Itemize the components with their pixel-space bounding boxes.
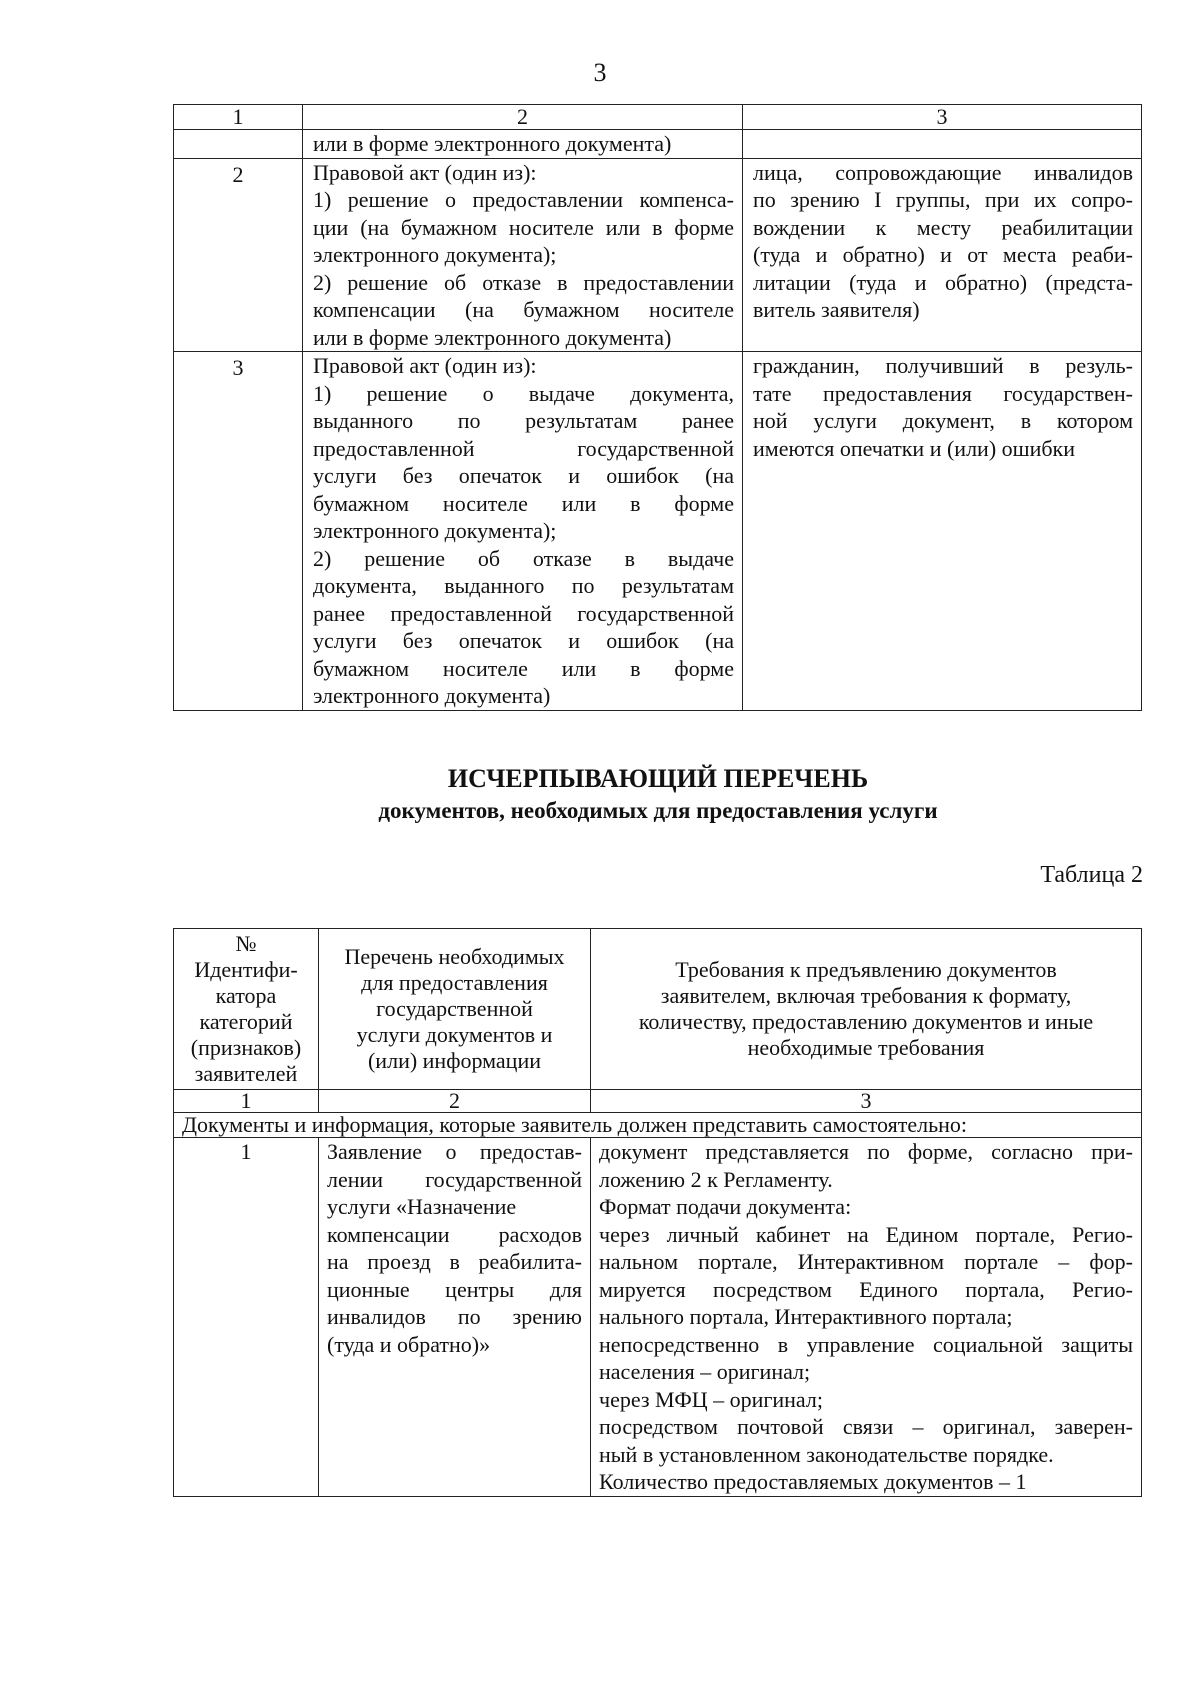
text-line: вождении к месту реабилитации [753, 214, 1133, 240]
text-line: имеются опечатки и (или) ошибки [753, 435, 1076, 461]
table2-header-col2 [319, 929, 591, 1090]
text-line: компенсации (на бумажном носителе [313, 297, 734, 322]
table2-numbering-row [174, 1090, 1142, 1113]
header-line: (признаков) [190, 1035, 302, 1060]
row-number: 2 [174, 158, 303, 352]
table1-continuation-row [174, 130, 1142, 159]
text-line: через МФЦ – оригинал; [599, 1386, 823, 1412]
table1-continuation-col1 [174, 130, 303, 159]
text-line: посредством почтовой связи – оригинал, заверен- [599, 1414, 1133, 1439]
text-line: Заявление о предостав- [327, 1139, 582, 1164]
header-line: количеству, предоставлению документов и иные [638, 1009, 1094, 1034]
text-line: через личный кабинет на Едином портале, Регио- [599, 1221, 1133, 1247]
table2-header-row [174, 929, 1142, 1090]
text-line: тате предоставления государствен- [753, 380, 1133, 406]
table1-continuation-text: или в форме электронного документа) [303, 130, 743, 159]
text-line: населения – оригинал; [599, 1359, 811, 1384]
section-title: ИСЧЕРПЫВАЮЩИЙ ПЕРЕЧЕНЬ [447, 764, 869, 793]
text-line: на проезд в реабилита- [327, 1249, 582, 1274]
text-line: (туда и обратно) и от места реаби- [753, 242, 1133, 267]
applicant-category-cell [743, 352, 1142, 711]
section-row-text: Документы и информация, которые заявитель должен представить самостоятельно: [174, 1113, 1142, 1138]
text-line: услуги без опечаток и ошибок (на [313, 628, 734, 653]
result-document-cell [303, 158, 743, 352]
header-line: (или) информации [367, 1048, 541, 1073]
text-line: выданного по результатам ранее [313, 408, 734, 433]
text-line: 2) решение об отказе в предоставлении [313, 269, 734, 295]
header-line: № [235, 931, 257, 956]
table1-continuation-col3 [743, 130, 1142, 159]
text-line: витель заявителя) [753, 297, 920, 322]
table1-header-col1: 1 [174, 105, 303, 130]
text-line: лица, сопровождающие инвалидов [753, 159, 1133, 185]
text-line: ной услуги документ, в котором [753, 408, 1133, 433]
text-line: 2) решение об отказе в выдаче [313, 545, 734, 571]
text-line: Количество предоставляемых документов – 1 [599, 1469, 1027, 1494]
text-line: Формат подачи документа: [599, 1194, 852, 1219]
header-line: заявителей [194, 1061, 298, 1086]
text-line: (туда и обратно)» [327, 1331, 491, 1357]
header-line: заявителем, включая требования к формату, [660, 983, 1072, 1008]
text-line: Правовой акт (один из): [313, 159, 537, 185]
text-line: бумажном носителе или в форме [313, 655, 734, 681]
text-line: инвалидов по зрению [327, 1304, 582, 1329]
table2-number-col2: 2 [319, 1090, 591, 1113]
text-line: компенсации расходов [327, 1221, 582, 1247]
text-line: услуги без опечаток и ошибок (на [313, 463, 734, 488]
text-line: по зрению I группы, при их сопро- [753, 187, 1133, 212]
header-line: государственной [376, 996, 533, 1021]
text-line: литации (туда и обратно) (предста- [753, 269, 1133, 295]
text-line: ции (на бумажном носителе или в форме [313, 214, 734, 240]
section-subtitle: документов, необходимых для предоставления услуги [378, 798, 938, 823]
text-line: или в форме электронного документа) [313, 324, 672, 350]
applicant-category-cell [743, 158, 1142, 352]
text-line: ложению 2 к Регламенту. [599, 1166, 833, 1192]
text-line: ранее предоставленной государственной [313, 600, 734, 626]
header-line: категорий [199, 1009, 293, 1034]
text-line: нального портала, Интерактивного портала; [599, 1304, 1013, 1329]
text-line: ный в установленном законодательстве порядке. [599, 1441, 1054, 1467]
header-line: катора [215, 983, 277, 1008]
header-line: для предоставления [361, 970, 548, 995]
text-line: нальном портале, Интерактивном портале – фор- [599, 1249, 1133, 1274]
header-line: услуги документов и [356, 1022, 553, 1047]
text-line: бумажном носителе или в форме [313, 490, 734, 516]
document-name-cell [319, 1138, 591, 1497]
text-line: электронного документа) [313, 683, 551, 708]
table1-row-3 [174, 352, 1142, 711]
header-line: Идентифи- [194, 957, 298, 982]
text-line: мируется посредством Единого портала, Регио- [599, 1276, 1133, 1302]
row-number: 3 [174, 352, 303, 711]
header-line: необходимые требования [747, 1035, 985, 1060]
required-documents-table [173, 928, 1142, 1497]
text-line: 1) решение о предоставлении компенса- [313, 187, 734, 212]
table2-header-col3 [591, 929, 1142, 1090]
table2-header-col1 [174, 929, 319, 1090]
text-line: документ представляется по форме, согласно при- [599, 1139, 1133, 1164]
header-line: Перечень необходимых [344, 944, 565, 969]
header-line: Требования к предъявлению документов [675, 957, 1057, 982]
table2-number-col3: 3 [591, 1090, 1142, 1113]
table2-number-col1: 1 [174, 1090, 319, 1113]
page-number: 3 [593, 58, 607, 87]
text-line: услуги «Назначение [327, 1194, 517, 1219]
text-line: 1) решение о выдаче документа, [313, 380, 734, 406]
table-caption: Таблица 2 [1040, 862, 1143, 888]
table1-header-col2: 2 [303, 105, 743, 130]
text-line: непосредственно в управление социальной защиты [599, 1331, 1133, 1357]
text-line: документа, выданного по результатам [313, 573, 734, 598]
row-number: 1 [174, 1138, 319, 1497]
text-line: Правовой акт (один из): [313, 353, 537, 378]
table1-header-col3: 3 [743, 105, 1142, 130]
text-line: ционные центры для [327, 1276, 582, 1302]
result-document-cell [303, 352, 743, 711]
text-line: электронного документа); [313, 242, 557, 267]
text-line: предоставленной государственной [313, 435, 734, 461]
text-line: гражданин, получивший в резуль- [753, 353, 1133, 378]
text-line: электронного документа); [313, 518, 557, 543]
table1-row-2 [174, 158, 1142, 352]
table1-header-row [174, 105, 1142, 130]
services-result-table [173, 104, 1142, 711]
text-line: лении государственной [327, 1166, 582, 1192]
requirements-cell [591, 1138, 1142, 1497]
table2-row-1 [174, 1138, 1142, 1497]
table2-section-row [174, 1113, 1142, 1138]
